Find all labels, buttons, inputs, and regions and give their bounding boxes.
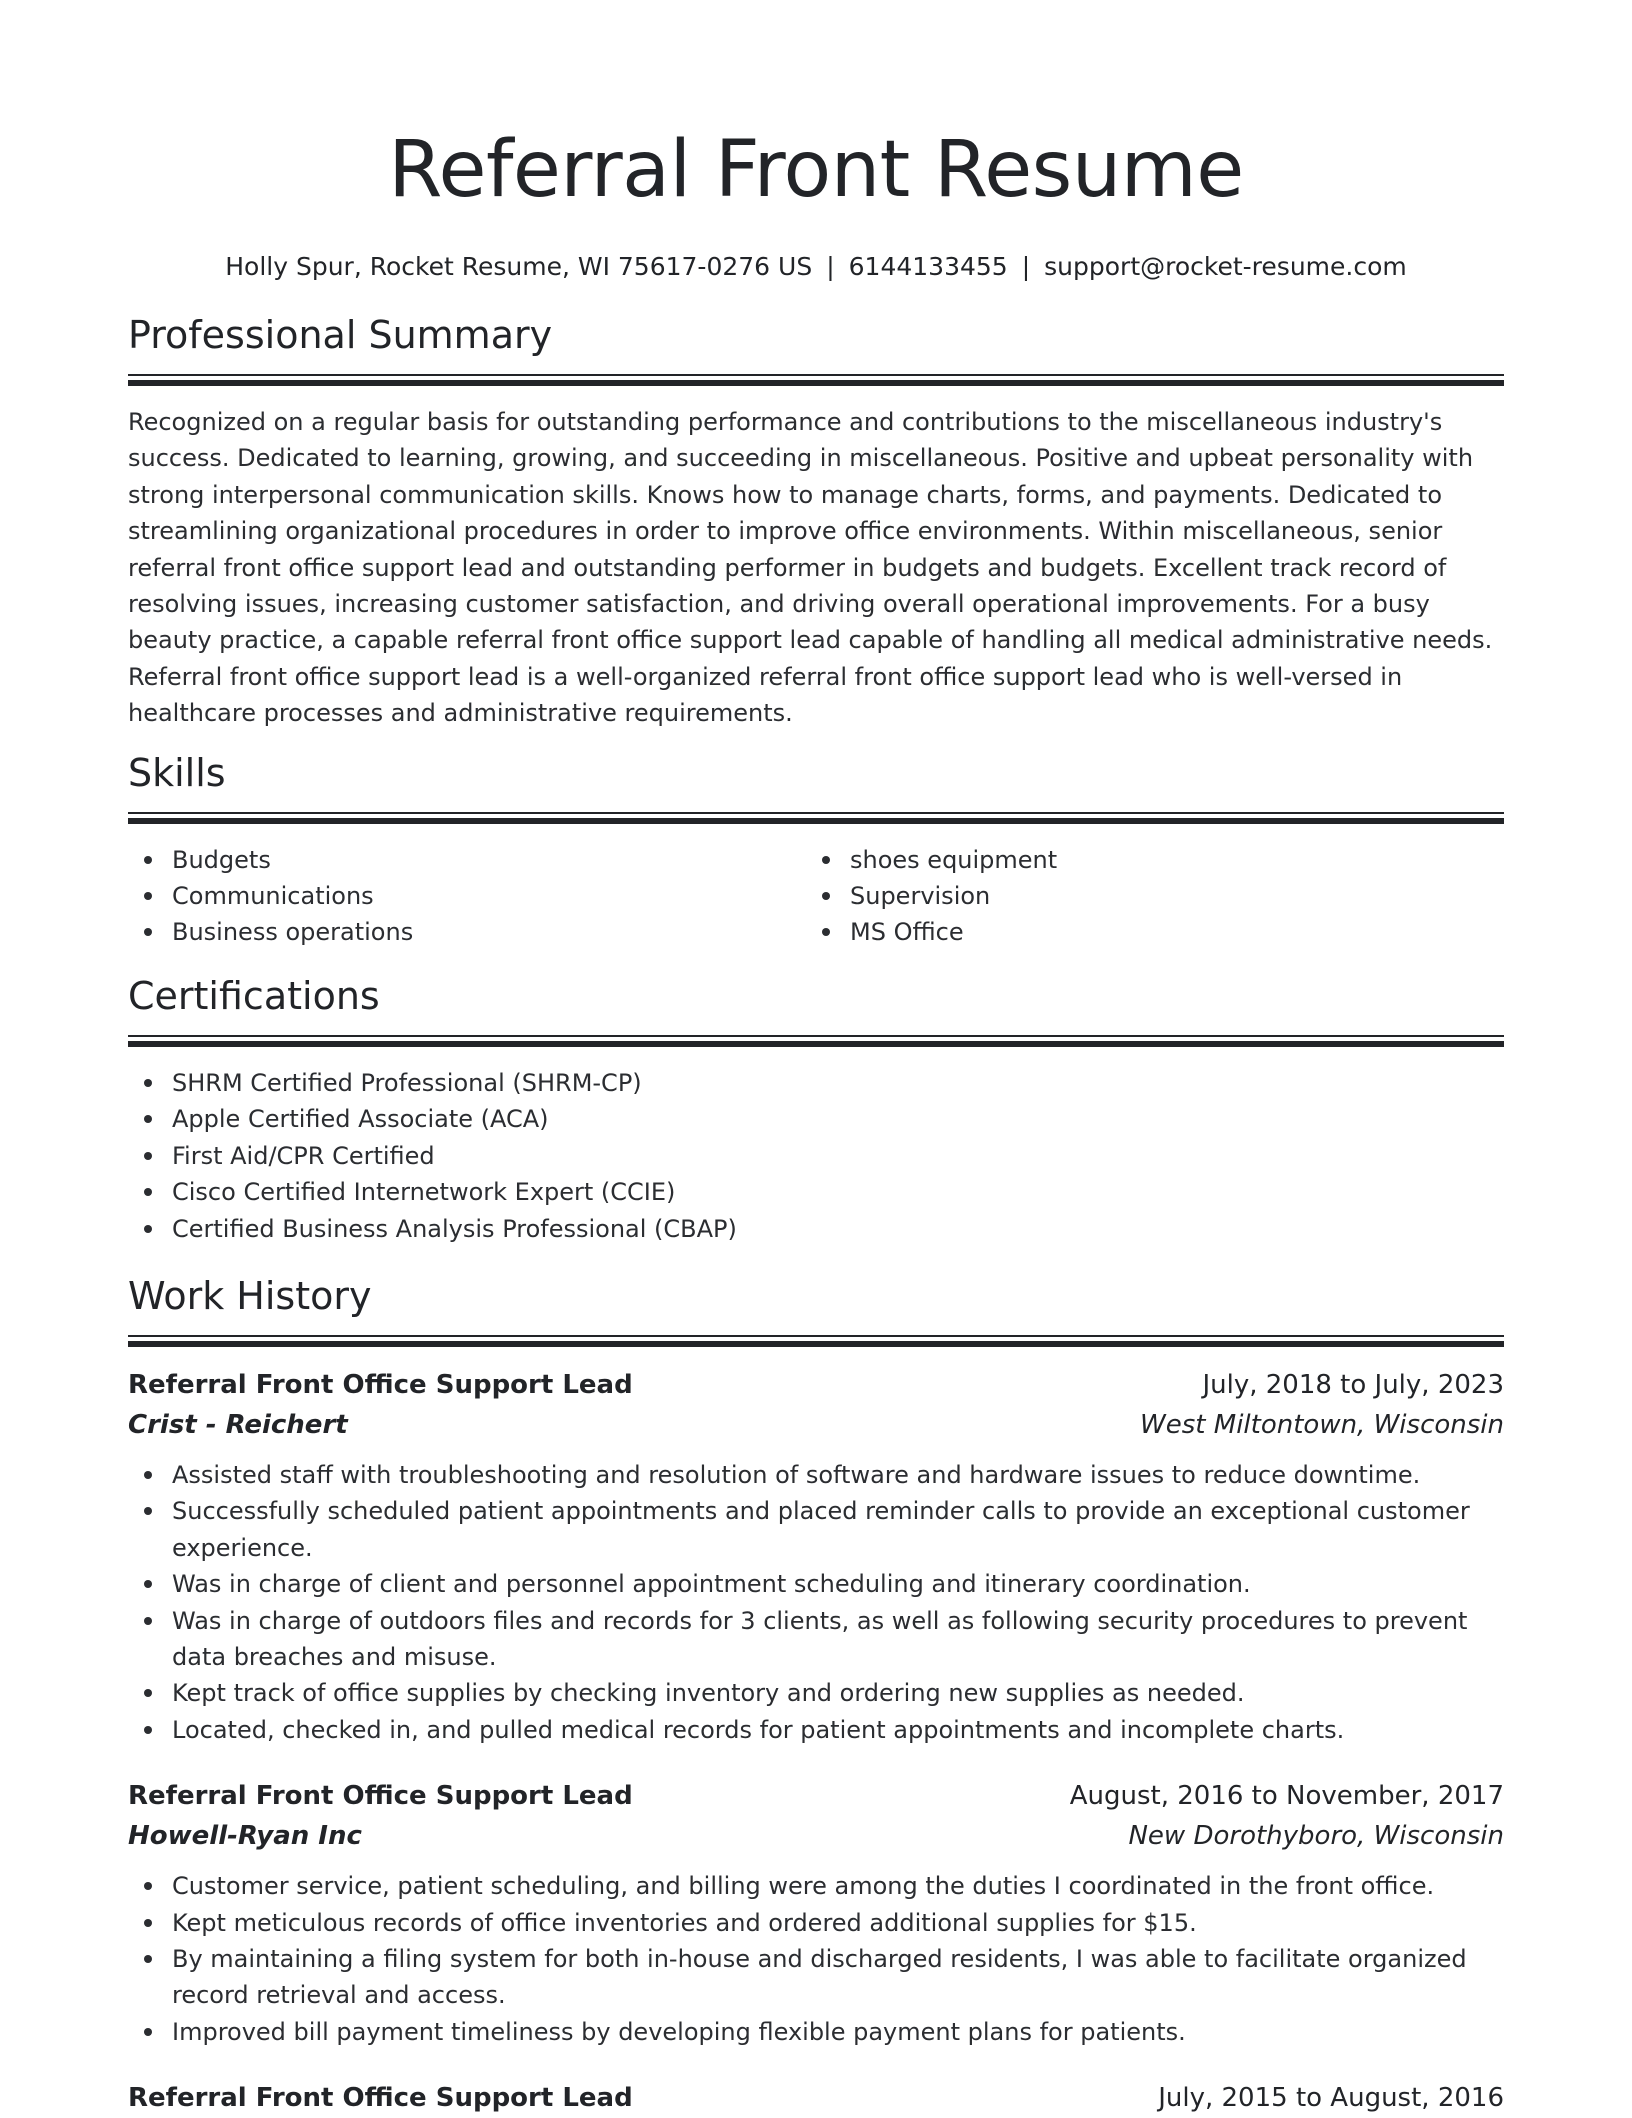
job-dates: August, 2016 to November, 2017 (1069, 1781, 1504, 1812)
work-history-section (128, 1271, 1504, 2118)
certification-item: Certified Business Analysis Professional (CBAP) (128, 1211, 1504, 1247)
certifications-section (128, 971, 1504, 1247)
job-company: Crist - Reichert (128, 1409, 348, 1440)
bullet-icon (144, 1919, 152, 1927)
job-title: Referral Front Office Support Lead (128, 1781, 633, 1812)
bullet-icon (144, 1471, 152, 1479)
bullet-icon (144, 856, 152, 864)
bullet-icon (144, 1115, 152, 1123)
skills-grid (128, 842, 1504, 951)
job-header-row (128, 1776, 1504, 1816)
job-company-row (128, 1405, 1504, 1445)
contact-separator: | (826, 252, 835, 281)
bullet-icon (144, 1188, 152, 1196)
job-duty-item: Kept track of office supplies by checking inventory and ordering new supplies as needed. (128, 1675, 1504, 1711)
skill-item: Supervision (806, 878, 1484, 914)
job-dates: July, 2018 to July, 2023 (1202, 1369, 1504, 1400)
bullet-icon (144, 1882, 152, 1890)
job-duty-item: Assisted staff with troubleshooting and resolution of software and hardware issues to reduce downtime. (128, 1457, 1504, 1493)
job-duties-list (128, 1457, 1504, 1748)
section-divider (128, 1035, 1504, 1047)
summary-heading: Professional Summary (128, 313, 553, 357)
skill-item: Budgets (128, 842, 806, 878)
skills-column-right (806, 842, 1484, 951)
bullet-icon (144, 1225, 152, 1233)
skill-item: Communications (128, 878, 806, 914)
contact-phone: 6144133455 (848, 252, 1008, 281)
job-title: Referral Front Office Support Lead (128, 1369, 633, 1400)
skills-section (128, 748, 1504, 951)
job-entry (128, 2078, 1504, 2118)
bullet-icon (822, 892, 830, 900)
contact-separator: | (1021, 252, 1031, 281)
section-divider (128, 1335, 1504, 1347)
job-duty-item: Successfully scheduled patient appointments and placed reminder calls to provide an exceptional customer experience. (128, 1493, 1504, 1566)
resume-page (128, 0, 1504, 2118)
bullet-icon (144, 1726, 152, 1734)
job-company-row (128, 1816, 1504, 1856)
job-duty-item: Was in charge of outdoors files and records for 3 clients, as well as following security procedures to prevent data breaches and misuse. (128, 1603, 1504, 1676)
job-duty-item: Customer service, patient scheduling, and billing were among the duties I coordinated in the front office. (128, 1868, 1504, 1904)
bullet-icon (144, 928, 152, 936)
skills-heading: Skills (128, 750, 226, 795)
bullet-icon (144, 1152, 152, 1160)
job-header-row (128, 2078, 1504, 2118)
resume-title: Referral Front Resume (388, 125, 1244, 215)
certifications-list (128, 1065, 1504, 1247)
section-divider (128, 374, 1504, 386)
certification-item: Apple Certified Associate (ACA) (128, 1101, 1504, 1137)
bullet-icon (144, 1079, 152, 1087)
skills-column-left (128, 842, 806, 951)
job-location: New Dorothyboro, Wisconsin (1128, 1821, 1504, 1852)
bullet-icon (144, 1955, 152, 1963)
certification-item: Cisco Certified Internetwork Expert (CCIE) (128, 1174, 1504, 1210)
job-entry (128, 1776, 1504, 2050)
summary-section (128, 310, 1504, 732)
bullet-icon (144, 2028, 152, 2036)
summary-text: Recognized on a regular basis for outstanding performance and contributions to the miscellaneous industry's success. Dedicated to learning, growing, and succeeding in miscellaneous. Positive and upbeat personality with strong interpersonal communication skills. Knows how to manage charts, forms, and payments. Dedicated to streamlining organizational procedures in order to improve office environments. Within miscellaneous, senior referral front office support lead and outstanding performer in budgets and budgets. Excellent track record of resolving issues, increasing customer satisfaction, and driving overall operational improvements. For a busy beauty practice, a capable referral front office support lead capable of handling all medical administrative needs. Referral front office support lead is a well-organized referral front office support lead who is well-versed in healthcare processes and administrative requirements. (128, 408, 1493, 728)
certifications-heading: Certifications (128, 973, 380, 1018)
skill-item: Business operations (128, 914, 806, 950)
job-dates: July, 2015 to August, 2016 (1158, 2083, 1504, 2114)
bullet-icon (144, 1507, 152, 1515)
bullet-icon (822, 856, 830, 864)
contact-email: support@rocket-resume.com (1044, 252, 1407, 281)
certification-item: First Aid/CPR Certified (128, 1138, 1504, 1174)
job-header-row (128, 1365, 1504, 1405)
job-location: West Miltontown, Wisconsin (1140, 1409, 1504, 1440)
bullet-icon (144, 892, 152, 900)
certification-item: SHRM Certified Professional (SHRM-CP) (128, 1065, 1504, 1101)
contact-line (128, 250, 1504, 284)
bullet-icon (144, 1580, 152, 1588)
job-duties-list (128, 1868, 1504, 2050)
job-title: Referral Front Office Support Lead (128, 2083, 633, 2114)
job-company: Howell-Ryan Inc (128, 1821, 362, 1852)
job-duty-item: Kept meticulous records of office inventories and ordered additional supplies for $15. (128, 1905, 1504, 1941)
bullet-icon (144, 1689, 152, 1697)
contact-address: Holly Spur, Rocket Resume, WI 75617-0276 US (225, 252, 813, 281)
bullet-icon (144, 1617, 152, 1625)
skill-item: shoes equipment (806, 842, 1484, 878)
job-duty-item: Located, checked in, and pulled medical records for patient appointments and incomplete charts. (128, 1712, 1504, 1748)
work-history-heading: Work History (128, 1273, 372, 1318)
job-entry (128, 1365, 1504, 1748)
job-duty-item: By maintaining a filing system for both in-house and discharged residents, I was able to facilitate organized record retrieval and access. (128, 1941, 1504, 2014)
section-divider (128, 812, 1504, 824)
job-duty-item: Was in charge of client and personnel appointment scheduling and itinerary coordination. (128, 1566, 1504, 1602)
skill-item: MS Office (806, 914, 1484, 950)
job-duty-item: Improved bill payment timeliness by developing flexible payment plans for patients. (128, 2014, 1504, 2050)
bullet-icon (822, 928, 830, 936)
